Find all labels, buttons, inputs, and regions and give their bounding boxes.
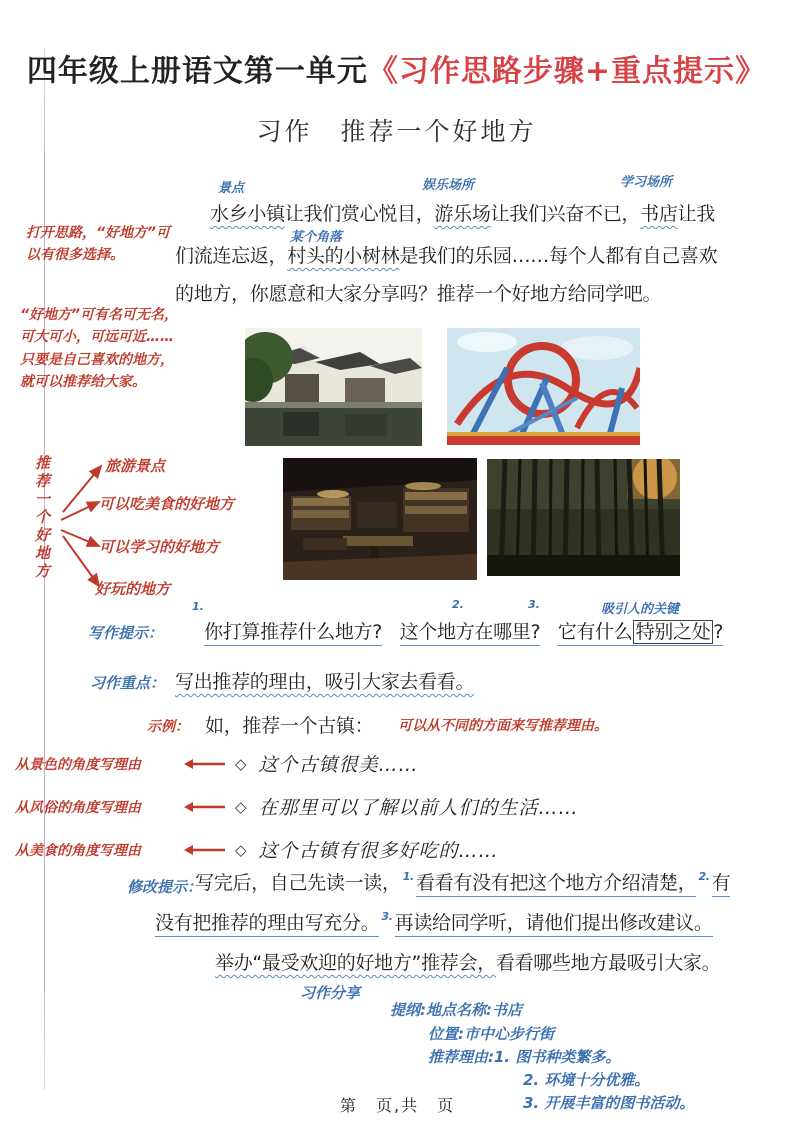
mindmap-branch-food: 可以吃美食的好地方 [99,495,235,513]
writing-focus-label: 习作重点： [90,674,166,692]
tip-number-1: 1. [192,600,204,613]
tip-number-3: 3. [528,598,540,611]
page-title-red: 《习作思路步骤+重点提示》 [367,54,767,89]
intro-text: 让我 [677,203,715,225]
photo-roller-coaster [447,328,640,445]
example-print-text: 如，推荐一个古镇： [205,715,374,737]
writing-focus-text: 写出推荐的理由，吸引大家去看看。 [175,671,475,693]
outline-line-reason-1: 推荐理由:1. 图书种类繁多。 [428,1048,621,1066]
photo-forest [487,459,680,576]
revision-l3-wavy: 举办“最受欢迎的好地方”推荐会， [215,952,496,974]
intro-line-3: 的地方，你愿意和大家分享吗？推荐一个好地方给同学吧。 [175,283,662,305]
intro-text: 让我们兴奋不已， [490,203,641,225]
revision-tips-label: 修改提示： [127,878,203,896]
example-label: 示例： [147,719,189,735]
reason-text-scenery: 这个古镇很美…… [258,754,419,776]
reason-row-scenery [15,750,419,777]
outline-line-reason-2: 2. 环境十分优雅。 [523,1071,650,1089]
diamond-bullet-icon: ◇ [235,840,247,859]
lesson-subtitle: 习作 推荐一个好地方 [256,117,537,146]
diamond-bullet-icon: ◇ [235,797,247,816]
photo-bookstore-interior [283,458,477,580]
outline-line-location: 位置:市中心步行街 [428,1025,554,1043]
page-footer: 第 页,共 页 [340,1096,456,1115]
mindmap-branch-tour: 旅游景点 [105,457,166,475]
revision-line-2 [155,908,713,935]
keyword-water-town: 水乡小镇 [210,203,285,225]
tip-number-2: 2. [452,598,464,611]
label-some-corner: 某个角落 [290,230,343,245]
revision-l3-rest: 看看哪些地方最吸引大家。 [495,952,721,974]
reason-text-food: 这个古镇有很多好吃的…… [258,840,499,862]
writing-tips-label: 写作提示： [88,624,164,642]
reason-label-food: 从美食的角度写理由 [15,842,141,859]
outline-line-reason-3: 3. 开展丰富的图书活动。 [523,1094,695,1112]
revision-l2-underlined: 没有把推荐的理由写充分。 [155,912,379,937]
question-1: 你打算推荐什么地方? [204,621,382,646]
label-study-place: 学习场所 [620,175,673,190]
page-title-black: 四年级上册语文第一单元 [26,54,368,89]
reason-label-scenery: 从景色的角度写理由 [15,756,141,773]
question-2: 这个地方在哪里? [400,621,541,646]
revision-line-1 [195,868,730,895]
photo-water-town [245,328,422,446]
page-title [0,46,793,90]
keyword-grove: 村头的小树林 [287,245,400,267]
margin-note-good-place: “好地方”可有名可无名，可大可小，可远可近……只要是自己喜欢的地方，就可以推荐给大家。 [20,307,179,391]
revision-number-3: 3. [381,910,393,923]
intro-line-1 [210,199,715,226]
mindmap-branch-study: 可以学习的好地方 [99,538,220,556]
intro-text: 们流连忘返， [175,245,288,267]
reason-text-customs: 在那里可以了解以前人们的生活…… [258,797,579,819]
revision-l1-underlined: 看看有没有把这个地方介绍清楚， [416,872,697,897]
left-arrow-icon [183,844,225,856]
intro-line-2 [175,241,717,268]
writing-tips-questions [204,617,723,644]
keyword-amusement-park: 游乐场 [434,203,491,225]
question-3-post: ? [713,621,724,643]
intro-text: 是我们的乐园……每个人都有自己喜欢 [399,245,718,267]
intro-text: 让我们赏心悦目， [284,203,435,225]
reason-label-customs: 从风俗的角度写理由 [15,799,141,816]
example-note: 可以从不同的方面来写推荐理由。 [398,718,608,734]
sharing-label: 习作分享 [300,984,361,1002]
mindmap-root: 推荐一个好地方 [33,455,51,581]
revision-l1-pre: 写完后，自己先读一读， [195,872,401,894]
revision-l1-underlined-2: 有 [712,872,731,897]
revision-line-3 [215,948,720,975]
reason-row-food [15,836,499,863]
question-3-pre: 它有什么 [557,621,633,643]
outline-line-title: 提纲:地点名称:书店 [390,1001,522,1019]
left-arrow-icon [183,758,225,770]
label-amusement-place: 娱乐场所 [422,178,475,193]
revision-number-1: 1. [402,870,414,883]
diamond-bullet-icon: ◇ [235,754,247,773]
label-attractive-key: 吸引人的关键 [601,602,680,617]
question-3-boxed: 特别之处 [633,620,714,644]
margin-note-open-mind: 打开思路，“好地方”可以有很多选择。 [26,225,171,264]
reason-row-customs [15,793,579,820]
revision-l2-underlined-2: 再读给同学听，请他们提出修改建议。 [395,912,713,937]
mindmap-branch-fun: 好玩的地方 [95,580,171,598]
keyword-bookstore: 书店 [640,203,678,225]
label-scenic-spot: 景点 [218,181,245,196]
revision-number-2: 2. [698,870,710,883]
question-3 [558,621,723,646]
left-arrow-icon [183,801,225,813]
